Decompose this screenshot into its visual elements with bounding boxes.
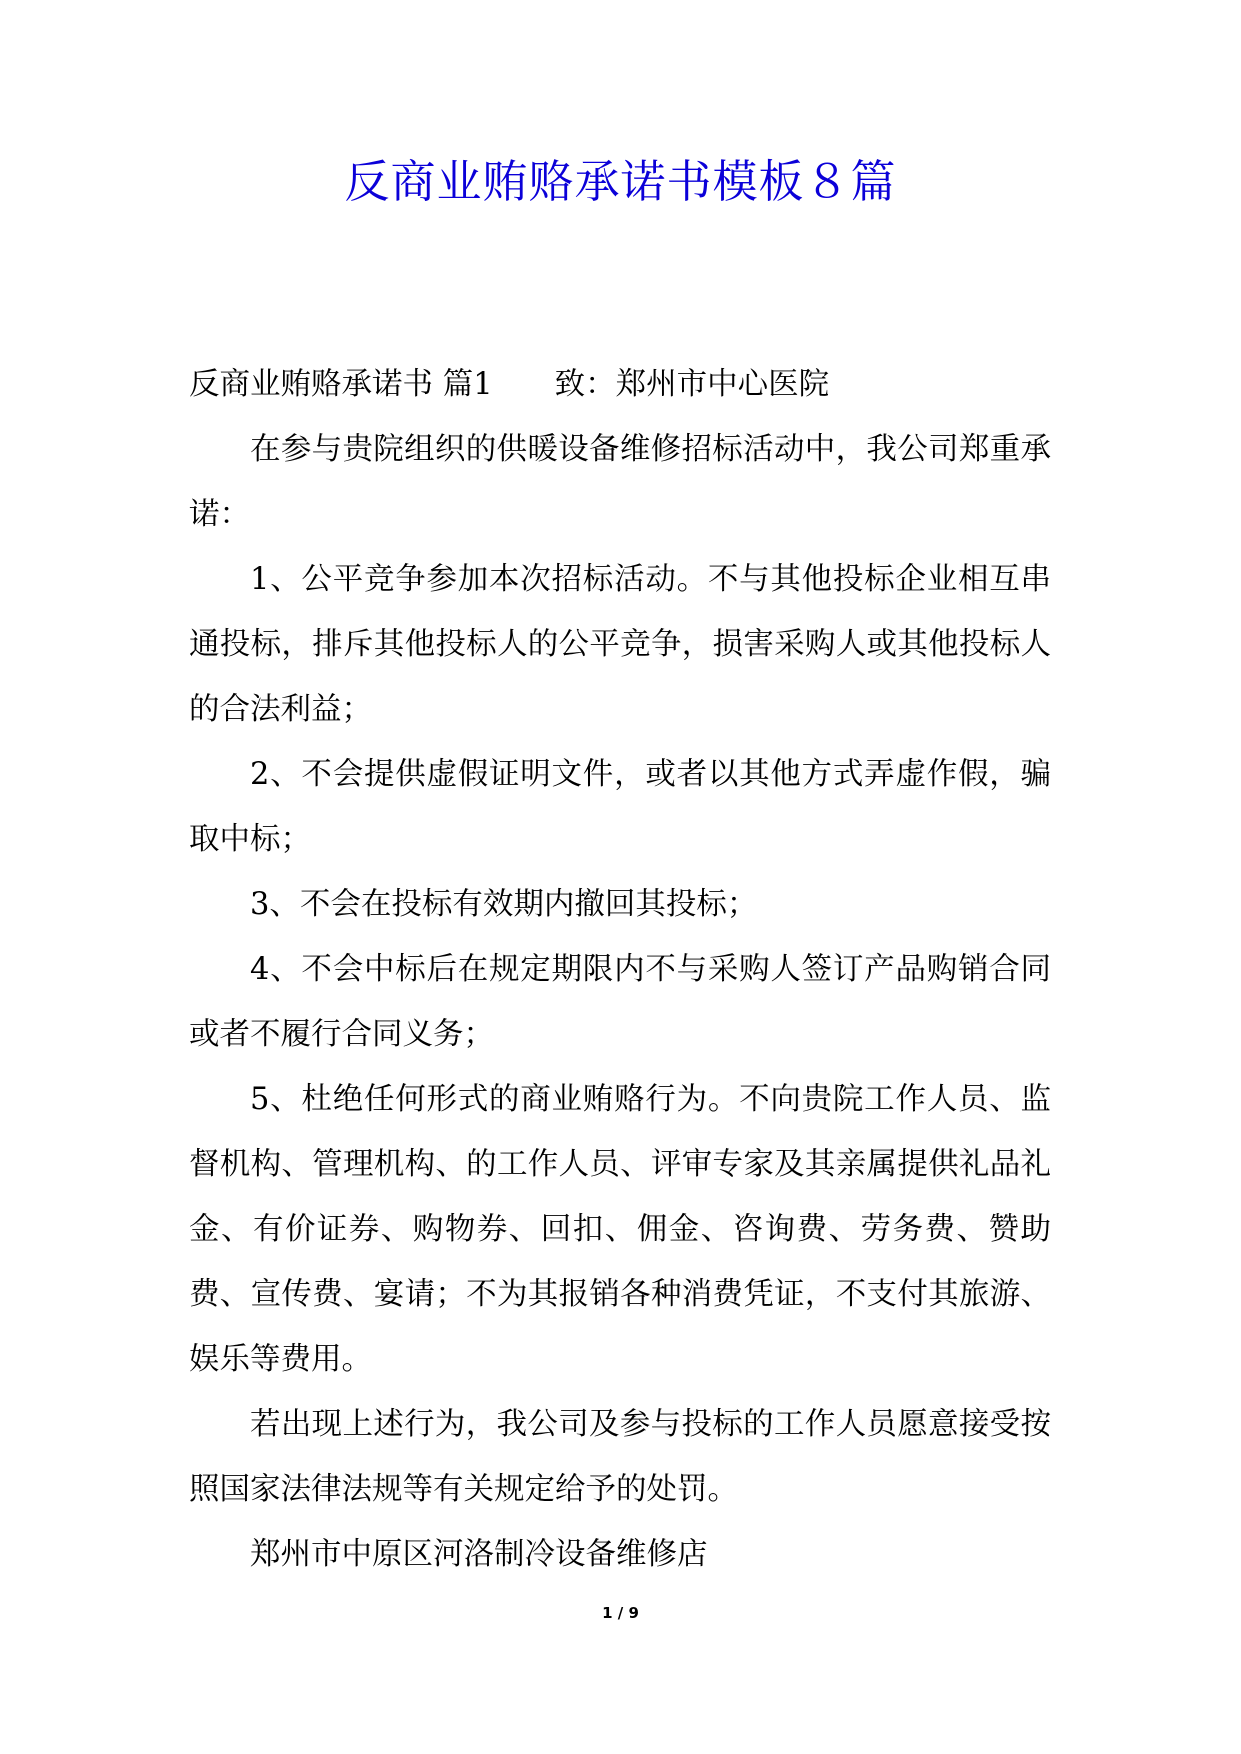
intro-paragraph: 在参与贵院组织的供暖设备维修招标活动中，我公司郑重承诺： — [189, 432, 1051, 532]
signatory: 郑州市中原区河洛制冷设备维修店 — [250, 1537, 708, 1572]
document-title: 反商业贿赂承诺书模板８篇 — [344, 155, 897, 208]
commitment-item-3: 3、不会在投标有效期内撤回其投标； — [250, 887, 758, 922]
addressee: 致：郑州市中心医院 — [554, 367, 830, 402]
commitment-item-4: 4、不会中标后在规定期限内不与采购人签订产品购销合同或者不履行合同义务； — [189, 952, 1051, 1052]
document-body — [189, 352, 1051, 1587]
heading-line — [189, 352, 1051, 417]
commitment-item-1: 1、公平竞争参加本次招标活动。不与其他投标企业相互串通投标，排斥其他投标人的公平竞争，损害采购人或其他投标人的合法利益； — [189, 562, 1051, 727]
section-label: 反商业贿赂承诺书 篇1 — [189, 367, 493, 402]
commitment-item-2: 2、不会提供虚假证明文件，或者以其他方式弄虚作假，骗取中标； — [189, 757, 1051, 857]
commitment-item-5: 5、杜绝任何形式的商业贿赂行为。不向贵院工作人员、监督机构、管理机构、的工作人员、评审专家及其亲属提供礼品礼金、有价证券、购物券、回扣、佣金、咨询费、劳务费、赞助费、宣传费、宴请；不为其报销各种消费凭证，不支付其旅游、娱乐等费用。 — [189, 1082, 1051, 1377]
penalty-paragraph: 若出现上述行为，我公司及参与投标的工作人员愿意接受按照国家法律法规等有关规定给予的处罚。 — [189, 1407, 1051, 1507]
page-number: 1 / 9 — [602, 1604, 639, 1622]
